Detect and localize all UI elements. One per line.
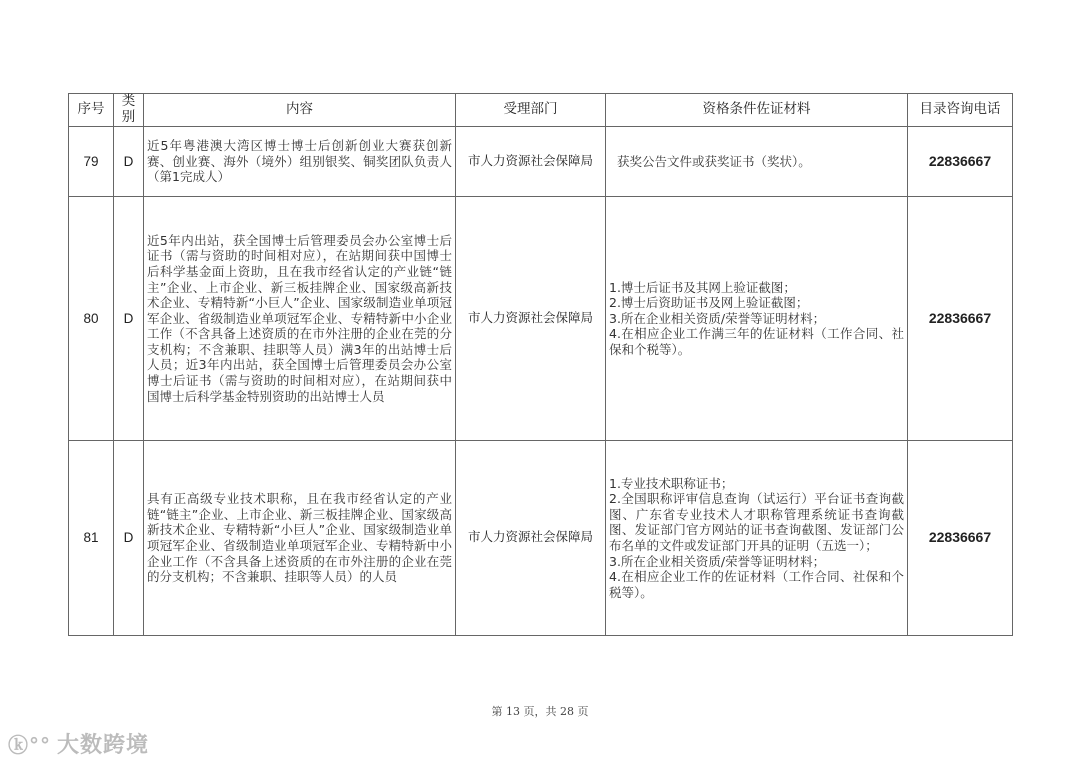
row-materials bbox=[606, 197, 908, 441]
material-item: 获奖公告文件或获奖证书（奖状）。 bbox=[617, 153, 811, 169]
row-no: 80 bbox=[69, 197, 114, 441]
table-row bbox=[69, 441, 1013, 636]
page-number: 第 13 页，共 28 页 bbox=[491, 705, 589, 718]
material-item: 1.博士后证书及其网上验证截图； bbox=[609, 279, 796, 295]
row-phone: 22836667 bbox=[908, 127, 1013, 197]
watermark-logo-icon: ⓚ°° bbox=[8, 733, 51, 757]
row-category: D bbox=[114, 441, 144, 636]
material-item: 2.博士后资助证书及网上验证截图； bbox=[609, 295, 809, 311]
row-materials bbox=[606, 441, 908, 636]
row-department: 市人力资源社会保障局 bbox=[456, 441, 606, 636]
material-item: 1.专业技术职称证书； bbox=[609, 475, 734, 491]
qualification-table bbox=[68, 93, 1013, 636]
row-no: 81 bbox=[69, 441, 114, 636]
watermark bbox=[8, 728, 149, 759]
row-phone: 22836667 bbox=[908, 197, 1013, 441]
row-content: 具有正高级专业技术职称，且在我市经省认定的产业链“链主”企业、上市企业、新三板挂牌企业、国家级高新技术企业、专精特新“小巨人”企业、国家级制造业单项冠军企业、省级制造业单项冠军企业、专精特新中小企业工作（不含具备上述资质的在市外注册的企业在莞的分支机构；不含兼职、挂职等人员）的人员 bbox=[144, 441, 456, 636]
row-phone: 22836667 bbox=[908, 441, 1013, 636]
header-no: 序号 bbox=[69, 94, 114, 127]
row-category: D bbox=[114, 127, 144, 197]
table-header-row bbox=[69, 94, 1013, 127]
row-content: 近5年粤港澳大湾区博士博士后创新创业大赛获创新赛、创业赛、海外（境外）组别银奖、铜奖团队负责人（第1完成人） bbox=[144, 127, 456, 197]
row-content: 近5年内出站，获全国博士后管理委员会办公室博士后证书（需与资助的时间相对应），在站期间获中国博士后科学基金面上资助，且在我市经省认定的产业链“链主”企业、上市企业、新三板挂牌企业、国家级高新技术企业、专精特新“小巨人”企业、国家级制造业单项冠军企业、省级制造业单项冠军企业、专精特新中小企业工作（不含具备上述资质的在市外注册的企业在莞的分支机构；不含兼职、挂职等人员）满3年的出站博士后人员；近3年内出站，获全国博士后管理委员会办公室博士后证书（需与资助的时间相对应），在站期间获中国博士后科学基金特别资助的出站博士人员 bbox=[144, 197, 456, 441]
material-item: 3.所在企业相关资质/荣誉等证明材料； bbox=[609, 553, 826, 569]
table-row bbox=[69, 197, 1013, 441]
material-item: 2.全国职称评审信息查询（试运行）平台证书查询截图、广东省专业技术人才职称管理系统证书查询截图、发证部门官方网站的证书查询截图、发证部门公布名单的文件或发证部门开具的证明（五选一）； bbox=[609, 491, 904, 553]
row-department: 市人力资源社会保障局 bbox=[456, 127, 606, 197]
row-materials bbox=[606, 127, 908, 197]
row-category: D bbox=[114, 197, 144, 441]
header-content: 内容 bbox=[144, 94, 456, 127]
header-phone: 目录咨询电话 bbox=[908, 94, 1013, 127]
header-category: 类别 bbox=[114, 94, 144, 127]
header-materials: 资格条件佐证材料 bbox=[606, 94, 908, 127]
row-no: 79 bbox=[69, 127, 114, 197]
material-item: 4.在相应企业工作的佐证材料（工作合同、社保和个税等）。 bbox=[609, 569, 904, 600]
header-department: 受理部门 bbox=[456, 94, 606, 127]
watermark-text: 大数跨境 bbox=[57, 733, 150, 758]
row-department: 市人力资源社会保障局 bbox=[456, 197, 606, 441]
material-item: 3.所在企业相关资质/荣誉等证明材料； bbox=[609, 310, 826, 326]
material-item: 4.在相应企业工作满三年的佐证材料（工作合同、社保和个税等）。 bbox=[609, 326, 904, 357]
table-row bbox=[69, 127, 1013, 197]
